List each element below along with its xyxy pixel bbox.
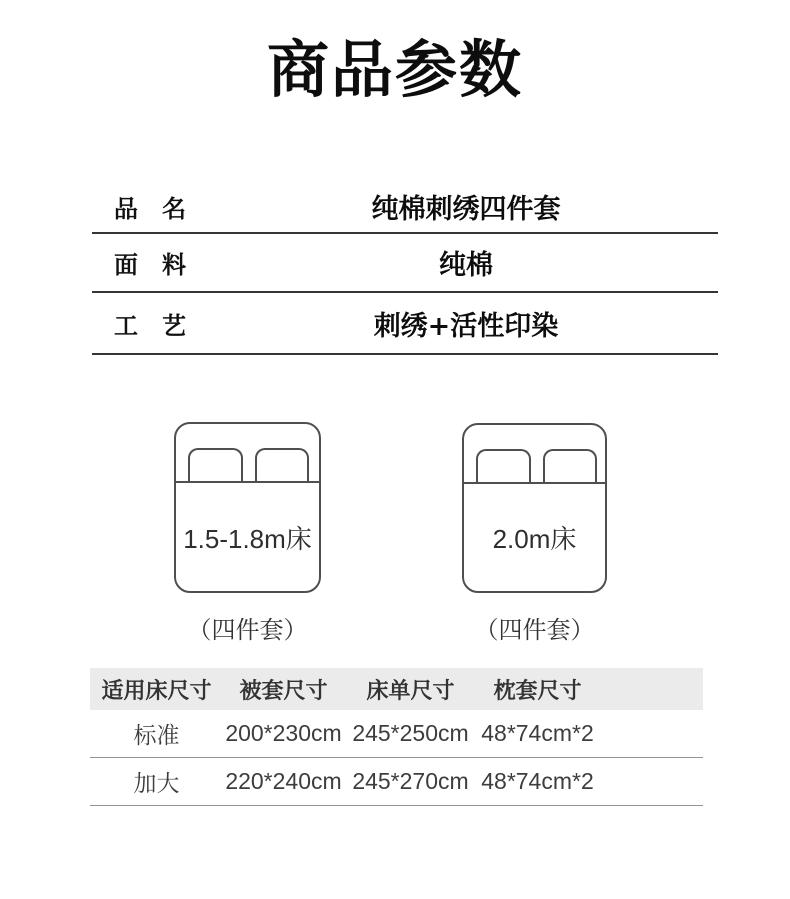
size-table-cell: 245*250cm — [352, 720, 469, 746]
pillow-icon — [543, 449, 597, 482]
size-table-row-standard — [90, 710, 703, 758]
size-table-cell: 220*240cm — [225, 768, 342, 794]
size-table-header-cell: 被套尺寸 — [239, 677, 328, 703]
bed-size-label: 1.5-1.8m床 — [183, 523, 312, 554]
size-table-cell: 48*74cm*2 — [481, 768, 594, 794]
page-title: 商品参数 — [266, 33, 523, 106]
spec-value: 纯棉刺绣四件套 — [371, 193, 561, 225]
pillow-icon — [255, 448, 309, 481]
spec-label: 面 料 — [114, 252, 186, 279]
size-table-header-cell: 床单尺寸 — [366, 677, 455, 703]
size-table-cell: 48*74cm*2 — [481, 720, 594, 746]
spec-row-craft — [92, 293, 718, 355]
bed-diagram-1 — [174, 422, 321, 593]
spec-value: 刺绣+活性印染 — [373, 310, 559, 342]
bed-diagram-2 — [462, 423, 607, 593]
size-table-header — [90, 668, 703, 710]
spec-row-fabric — [92, 234, 718, 293]
spec-value: 纯棉 — [439, 250, 493, 281]
pillow-icon — [188, 448, 243, 481]
spec-label: 工 艺 — [114, 312, 186, 340]
spec-row-product-name — [92, 180, 718, 234]
size-table-row-large — [90, 758, 703, 806]
size-table-cell: 200*230cm — [225, 720, 342, 746]
size-table-header-cell: 枕套尺寸 — [493, 677, 582, 703]
size-table-cell: 标准 — [133, 722, 180, 748]
pillow-icon — [476, 449, 531, 482]
size-table-header-cell: 适用床尺寸 — [101, 677, 212, 703]
size-table — [90, 668, 703, 806]
bed-caption: （四件套） — [474, 617, 595, 644]
size-table-cell: 加大 — [133, 770, 180, 796]
spec-label: 品 名 — [114, 195, 186, 223]
size-table-cell: 245*270cm — [352, 768, 469, 794]
spec-table — [92, 180, 718, 355]
bed-caption: （四件套） — [187, 617, 308, 644]
bed-size-label: 2.0m床 — [492, 524, 577, 554]
